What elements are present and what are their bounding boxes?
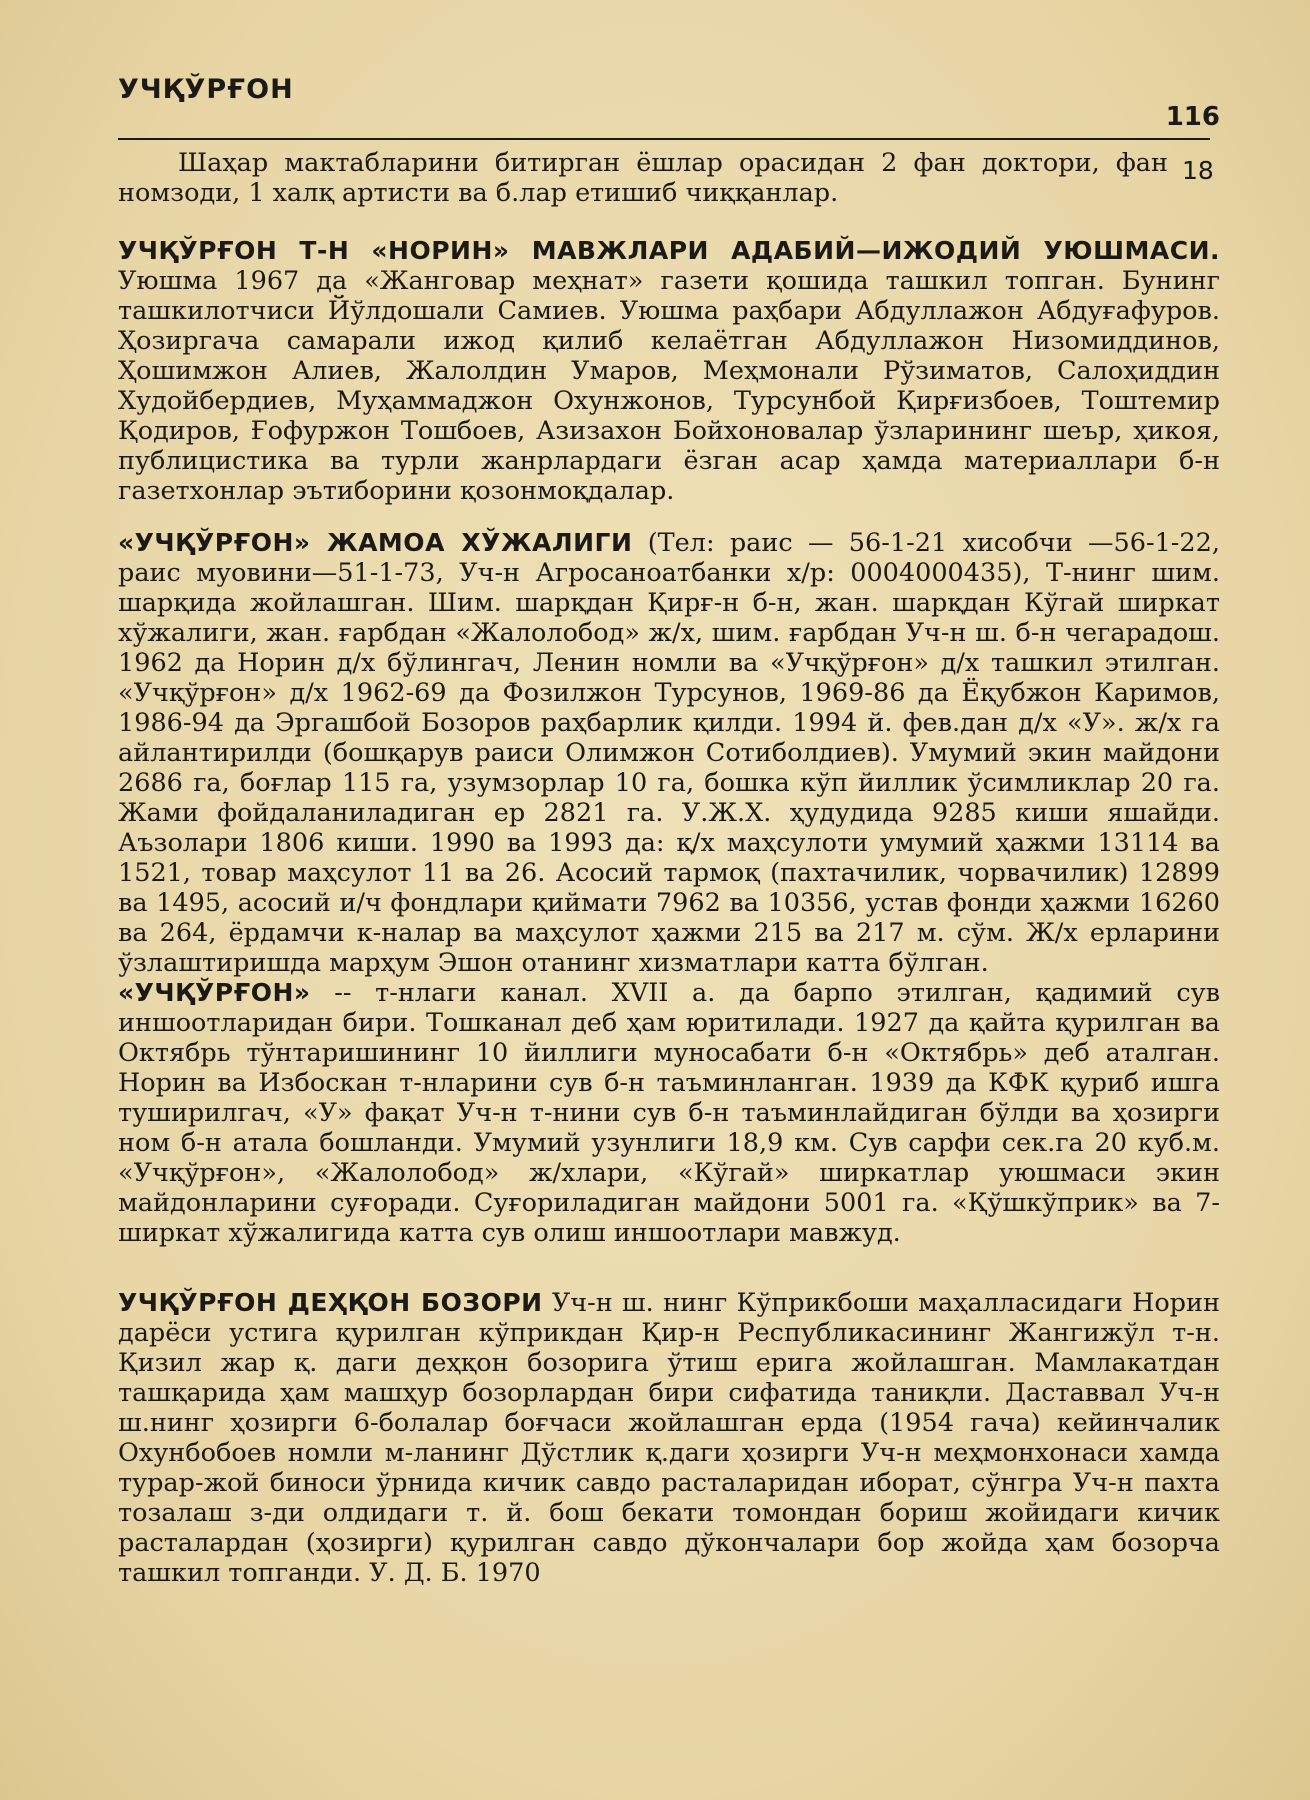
entry-headword: УЧҚЎРҒОН ДЕҲҚОН БОЗОРИ xyxy=(118,1288,543,1317)
entry-norin-society xyxy=(118,236,1220,506)
entry-collective-farm xyxy=(118,528,1220,978)
page-header xyxy=(118,74,1220,132)
entry-headword: «УЧҚЎРҒОН» ЖАМОА ХЎЖАЛИГИ xyxy=(118,528,633,557)
entry-farmers-market xyxy=(118,1288,1220,1588)
entry-text: Уюшма 1967 да «Жанговар меҳнат» газети қошида ташкил топган. Бунинг ташкилотчиси Йўлдошали Самиев. Уюшма раҳбари Абдуллажон Абдуғафуров. Ҳозиргача самарали ижод қилиб келаётган Абдуллажон Низомиддинов, Ҳошимжон Алиев, Жалолдин Умаров, Меҳмонали Рўзиматов, Салоҳиддин Худойбердиев, Муҳаммаджон Охунжонов, Турсунбой Қирғизбоев, Тоштемир Қодиров, Ғофуржон Тошбоев, Азизахон Бойхоновалар ўзларининг шеър, ҳикоя, публицистика ва турли жанрлардаги ёзган асар ҳамда материаллари б-н газетхонлар эътиборини қозонмоқдалар. xyxy=(118,266,1220,506)
entry-headword: УЧҚЎРҒОН Т-Н «НОРИН» МАВЖЛАРИ АДАБИЙ—ИЖОДИЙ УЮШМАСИ. xyxy=(118,236,1220,265)
running-head: УЧҚЎРҒОН xyxy=(118,74,294,105)
entry-text: Уч-н ш. нинг Кўприкбоши маҳалласидаги Норин дарёси устига қурилган кўприкдан Қир-н Республикасининг Жангижўл т-н. Қизил жар қ. даги деҳқон бозорига ўтиш ерига жойлашган. Мамлакатдан ташқарида ҳам машҳур бозорлардан бири сифатида таниқли. Даставвал Уч-н ш.нинг ҳозирги 6-болалар боғчаси жойлашган ерда (1954 гача) кейинчалик Охунбобоев номли м-ланинг Дўстлик қ.даги ҳозирги Уч-н меҳмонхонаси хамда турар-жой биноси ўрнида кичик савдо расталаридан иборат, сўнгра Уч-н пахта тозалаш з-ди олдидаги т. й. бош бекати томондан бориш жойидаги кичик расталардан (ҳозирги) қурилган савдо дўкончалари бор жойда ҳам бозорча ташкил топганди. У. Д. Б. 1970 xyxy=(118,1288,1220,1588)
article-body xyxy=(118,148,1220,1588)
entry-text: (Тел: раис — 56-1-21 хисобчи —56-1-22, раис муовини—51-1-73, Уч-н Агросаноатбанки х/р: 0004000435), Т-нинг шим. шарқида жойлашган. Шим. шарқдан Қирғ-н б-н, жан. шарқдан Кўгай ширкат хўжалиги, жан. ғарбдан «Жалолобод» ж/х, шим. ғарбдан Уч-н ш. б-н чегарадош. 1962 да Норин д/х бўлингач, Ленин номли ва «Учқўрғон» д/х ташкил этилган. «Учқўрғон» д/х 1962-69 да Фозилжон Турсунов, 1969-86 да Ёқубжон Каримов, 1986-94 да Эргашбой Бозоров раҳбарлик қилди. 1994 й. фев.дан д/х «У». ж/х га айлантирилди (бошқарув раиси Олимжон Сотиболдиев). Умумий экин майдони 2686 га, боғлар 115 га, узумзорлар 10 га, бошка кўп йиллик ўсимликлар 20 га. Жами фойдаланиладиган ер 2821 га. У.Ж.Х. ҳудудида 9285 киши яшайди. Аъзолари 1806 киши. 1990 ва 1993 да: қ/х маҳсулоти умумий ҳажми 13114 ва 1521, товар маҳсулот 11 ва 26. Асосий тармоқ (пахтачилик, чорвачилик) 12899 ва 1495, асосий и/ч фондлари қиймати 7962 ва 10356, устав фонди ҳажми 16260 ва 264, ёрдамчи к-налар ва маҳсулот ҳажми 215 ва 217 м. сўм. Ж/х ерларини ўзлаштиришда марҳум Эшон отанинг хизматлари катта бўлган. xyxy=(118,528,1220,978)
header-rule xyxy=(118,138,1210,140)
page-number: 116 xyxy=(1165,102,1220,132)
entry-text: -- т-нлаги канал. XVII а. да барпо этилган, қадимий сув иншоотларидан бири. Тошканал деб ҳам юритилади. 1927 да қайта қурилган ва Октябрь тўнтаришининг 10 йиллиги муносабати б-н «Октябрь» деб аталган. Норин ва Избоскан т-нларини сув б-н таъминланган. 1939 да КФК қуриб ишга туширилгач, «У» фақат Уч-н т-нини сув б-н таъминлайдиган бўлди ва ҳозирги ном б-н атала бошланди. Умумий узунлиги 18,9 км. Сув сарфи сек.га 20 куб.м. «Учқўрғон», «Жалолобод» ж/хлари, «Кўгай» ширкатлар уюшмаси экин майдонларини суғоради. Суғориладиган майдони 5001 га. «Қўшкўприк» ва 7-ширкат хўжалигида катта сув олиш иншоотлари мавжуд. xyxy=(118,978,1220,1248)
margin-number: 18 xyxy=(1182,156,1214,185)
entry-headword: «УЧҚЎРҒОН» xyxy=(118,978,311,1007)
intro-paragraph: Шаҳар мактабларини битирган ёшлар орасидан 2 фан доктори, фан номзоди, 1 халқ артисти ва б.лар етишиб чиққанлар. xyxy=(118,148,1168,208)
entry-canal xyxy=(118,978,1220,1248)
